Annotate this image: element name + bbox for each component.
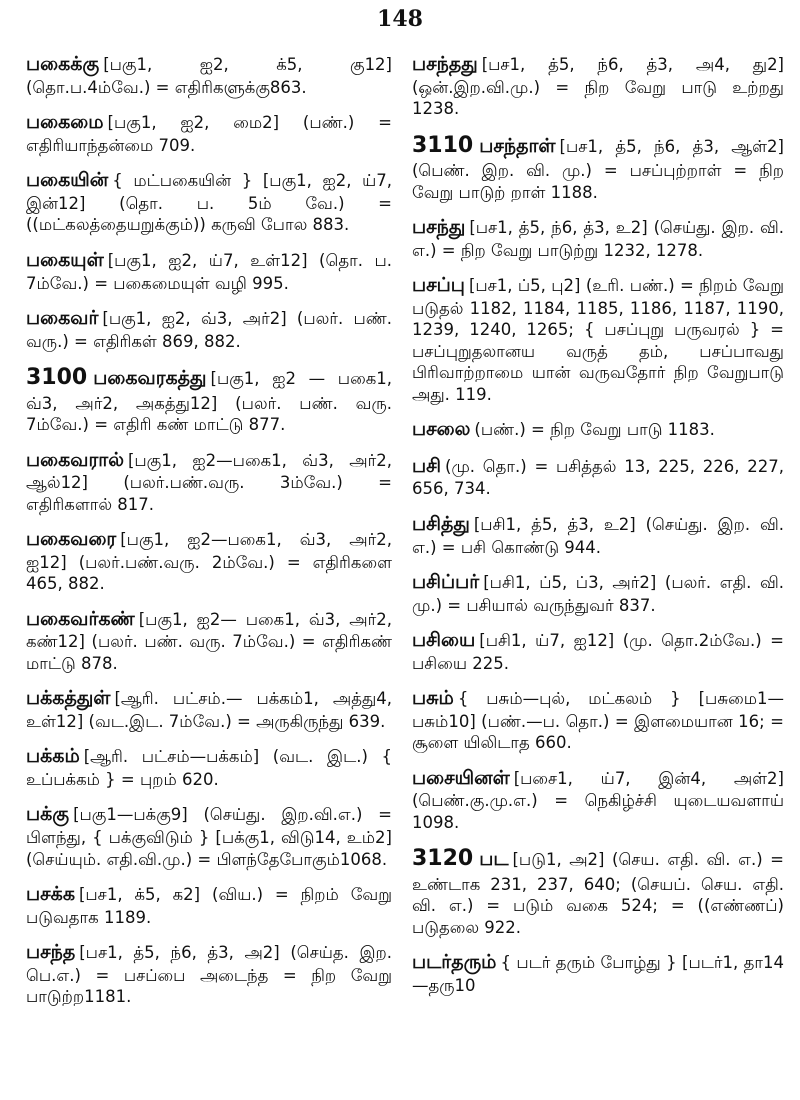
entry-headword: பகையுள் (26, 248, 104, 271)
dictionary-entry (412, 132, 784, 203)
entry-definition: [பகு1, ஐ2, ய்7, உள்12] (தொ. ப. 7ம்வே.) = பகைமையுள் வழி 995. (26, 250, 392, 293)
entry-definition: { பசும்—புல், மட்கலம் } [பசுமை1—பசும்10] (பண்.—ப. தொ.) = இளமையான 16; = சூளை யிலிடாத 660. (412, 689, 784, 753)
dictionary-entry (26, 364, 392, 435)
entry-headword: பசிப்பர் (412, 570, 480, 593)
entry-headword: பசப்பு (412, 274, 465, 297)
entry-number: 3120 (412, 846, 474, 872)
entry-headword: பகைவர்கண் (26, 607, 135, 630)
left-column (26, 52, 392, 1008)
entry-headword: பகைவர் (26, 306, 99, 329)
entry-headword: பசலை (412, 418, 471, 441)
entry-headword: பகைவரை (26, 528, 117, 551)
entry-headword: பட (479, 848, 509, 871)
entry-number: 3110 (412, 132, 474, 158)
entry-definition: [படு1, அ2] (செய. எதி. வி. எ.) = உண்டாக 231, 237, 640; (செயப். செய. எதி. வி. எ.) = படும் வகை 524; = ((எண்ணப்) படுதலை 922. (412, 850, 784, 937)
page-number: 148 (377, 6, 423, 32)
entry-definition: [பகு1, ஐ2— பகை1, வ்3, அர்2, கண்12] (பலர். பண். வரு. 7ம்வே.) = எதிரிகண் மாட்டு 878. (26, 609, 392, 673)
dictionary-entry (26, 686, 392, 732)
dictionary-entry (412, 570, 784, 616)
entry-headword: பசக்க (26, 883, 75, 906)
entry-definition: [பசை1, ய்7, இன்4, அள்2] (பெண்.கு.மு.எ.) = நெகிழ்ச்சி யுடையவளாய் 1098. (412, 768, 784, 832)
entry-definition: [பகு1, ஐ2—பகை1, வ்3, அர்2, ஆல்12] (பலர்.பண்.வரு. 3ம்வே.) = எதிரிகளால் 817. (26, 450, 392, 514)
entry-headword: படர்தரும் (412, 951, 497, 974)
entry-headword: பகைவரால் (26, 448, 124, 471)
entry-definition: [பச1, த்5, ந்6, த்3, அ2] (செய்த. இற. பெ.எ.) = பசப்பை அடைந்த = நிற வேறு பாடுற்ற1181. (26, 943, 392, 1007)
dictionary-entry (26, 527, 392, 595)
entry-definition: [பகு1, ஐ2, க்5, கு12] (தொ.ப.4ம்வே.) = எதிரிகளுக்கு863. (26, 55, 392, 97)
entry-number: 3100 (26, 365, 88, 391)
entry-definition: [பச1, த்5, ந்6, த்3, அ4, து2] (ஒன்.இற.வி.மு.) = நிற வேறு பாடு உற்றது 1238. (412, 55, 784, 119)
dictionary-entry (26, 168, 392, 236)
entry-definition: [பகு1, ஐ2, வ்3, அர்2] (பலர். பண். வரு.) = எதிரிகள் 869, 882. (26, 308, 392, 351)
dictionary-entry (412, 512, 784, 558)
dictionary-entry (26, 882, 392, 928)
dictionary-entry (412, 417, 784, 442)
entry-definition: [பச1, த்5, ந்6, த்3, ஆள்2] (பெண். இற. வி. மு.) = பசப்புற்றாள் = நிற வேறு பாடுற் றாள் 1188. (412, 136, 784, 202)
entry-headword: பசந்தாள் (479, 134, 556, 157)
dictionary-entry (412, 686, 784, 754)
entry-definition: (பண்.) = நிற வேறு பாடு 1183. (474, 420, 715, 440)
dictionary-entry (26, 52, 392, 98)
dictionary-entry (412, 273, 784, 405)
entry-headword: பக்கம் (26, 745, 80, 768)
entry-definition: [பச1, ப்5, பு2] (உரி. பண்.) = நிறம் வேறு படுதல் 1182, 1184, 1185, 1186, 1187, 1190, 1239, 1240, 1265; { பசப்புறு பருவரல் } = பசப்புறுதலானய வருத் தம், பசப்பாவது பிரிவாற்றாமை யான் வருவதோர் நிற வேறுபாடு அது. 119. (412, 276, 784, 404)
dictionary-entry (26, 306, 392, 352)
entry-headword: பகைமை (26, 111, 104, 134)
entry-headword: பசியை (412, 629, 476, 652)
entry-headword: பசும் (412, 687, 454, 710)
dictionary-entry (412, 845, 784, 938)
dictionary-entry (26, 940, 392, 1008)
entry-definition: { மட்பகையின் } [பகு1, ஐ2, ய்7, இன்12] (தொ. ப. 5ம் வே.) = ((மட்கலத்தையறுக்கும்)) கருவி போல 883. (26, 171, 392, 235)
dictionary-entry (26, 607, 392, 675)
entry-headword: பசந்தது (412, 53, 478, 75)
entry-headword: பசந்து (412, 216, 466, 239)
entry-definition: (மு. தொ.) = பசித்தல் 13, 225, 226, 227, 656, 734. (412, 456, 784, 499)
entry-headword: பக்கு (26, 803, 70, 826)
dictionary-entry (412, 628, 784, 674)
entry-definition: [பகு1, ஐ2—பகை1, வ்3, அர்2, ஐ12] (பலர்.பண்.வரு. 2ம்வே.) = எதிரிகளை 465, 882. (26, 530, 392, 594)
dictionary-entry (26, 802, 392, 870)
dictionary-entry (412, 454, 784, 500)
entry-headword: பசையினள் (412, 766, 510, 789)
entry-headword: பகைவரகத்து (93, 367, 207, 390)
dictionary-entry (26, 110, 392, 156)
entry-definition: [பகு1, ஐ2, மை2] (பண்.) = எதிரியாந்தன்மை 709. (26, 113, 392, 155)
dictionary-entry (26, 744, 392, 790)
dictionary-entry (412, 215, 784, 261)
entry-definition: [ஆரி. பட்சம்—பக்கம்] (வட. இட.) { உப்பக்கம் } = புறம் 620. (26, 747, 392, 790)
entry-headword: பசந்த (26, 941, 76, 964)
entry-definition: { படர் தரும் போழ்து } [படர்1, தா14—தரு10 (412, 953, 784, 995)
entry-headword: பகையின் (26, 169, 109, 192)
dictionary-entry (26, 248, 392, 294)
entry-definition: [ஆரி. பட்சம்.— பக்கம்1, அத்து4, உள்12] (வட.இட. 7ம்வே.) = அருகிருந்து 639. (26, 689, 392, 731)
entry-headword: பகைக்கு (26, 53, 100, 75)
entry-definition: [பச1, க்5, க2] (விய.) = நிறம் வேறு படுவதாக 1189. (26, 885, 392, 927)
dictionary-entry (412, 950, 784, 996)
entry-definition: [பச1, த்5, ந்6, த்3, உ2] (செய்து. இற. வி. எ.) = நிற வேறு பாடுற்று 1232, 1278. (412, 218, 784, 260)
dictionary-entry (412, 52, 784, 120)
dictionary-entry (412, 766, 784, 834)
entry-definition: [பசி1, த்5, த்3, உ2] (செய்து. இற. வி. எ.) = பசி கொண்டு 944. (412, 514, 784, 557)
entry-definition: [பகு1, ஐ2 — பகை1, வ்3, அர்2, அகத்து12] (பலர். பண். வரு. 7ம்வே.) = எதிரி கண் மாட்டு 877. (26, 369, 392, 435)
entry-headword: பசி (412, 454, 442, 477)
dictionary-entry (26, 448, 392, 516)
right-column (412, 52, 784, 996)
entry-headword: பக்கத்துள் (26, 687, 111, 710)
entry-definition: [பசி1, ய்7, ஐ12] (மு. தொ.2ம்வே.) = பசியை 225. (412, 631, 784, 673)
entry-definition: [பசி1, ப்5, ப்3, அர்2] (பலர். எதி. வி. மு.) = பசியால் வருந்துவர் 837. (412, 572, 784, 615)
entry-headword: பசித்து (412, 512, 470, 535)
entry-definition: [பகு1—பக்கு9] (செய்து. இற.வி.எ.) = பிளந்து, { பக்குவிடும் } [பக்கு1, விடு14, உம்2] (செய்யும். எதி.வி.மு.) = பிளந்தேபோகும்1068. (26, 805, 392, 869)
